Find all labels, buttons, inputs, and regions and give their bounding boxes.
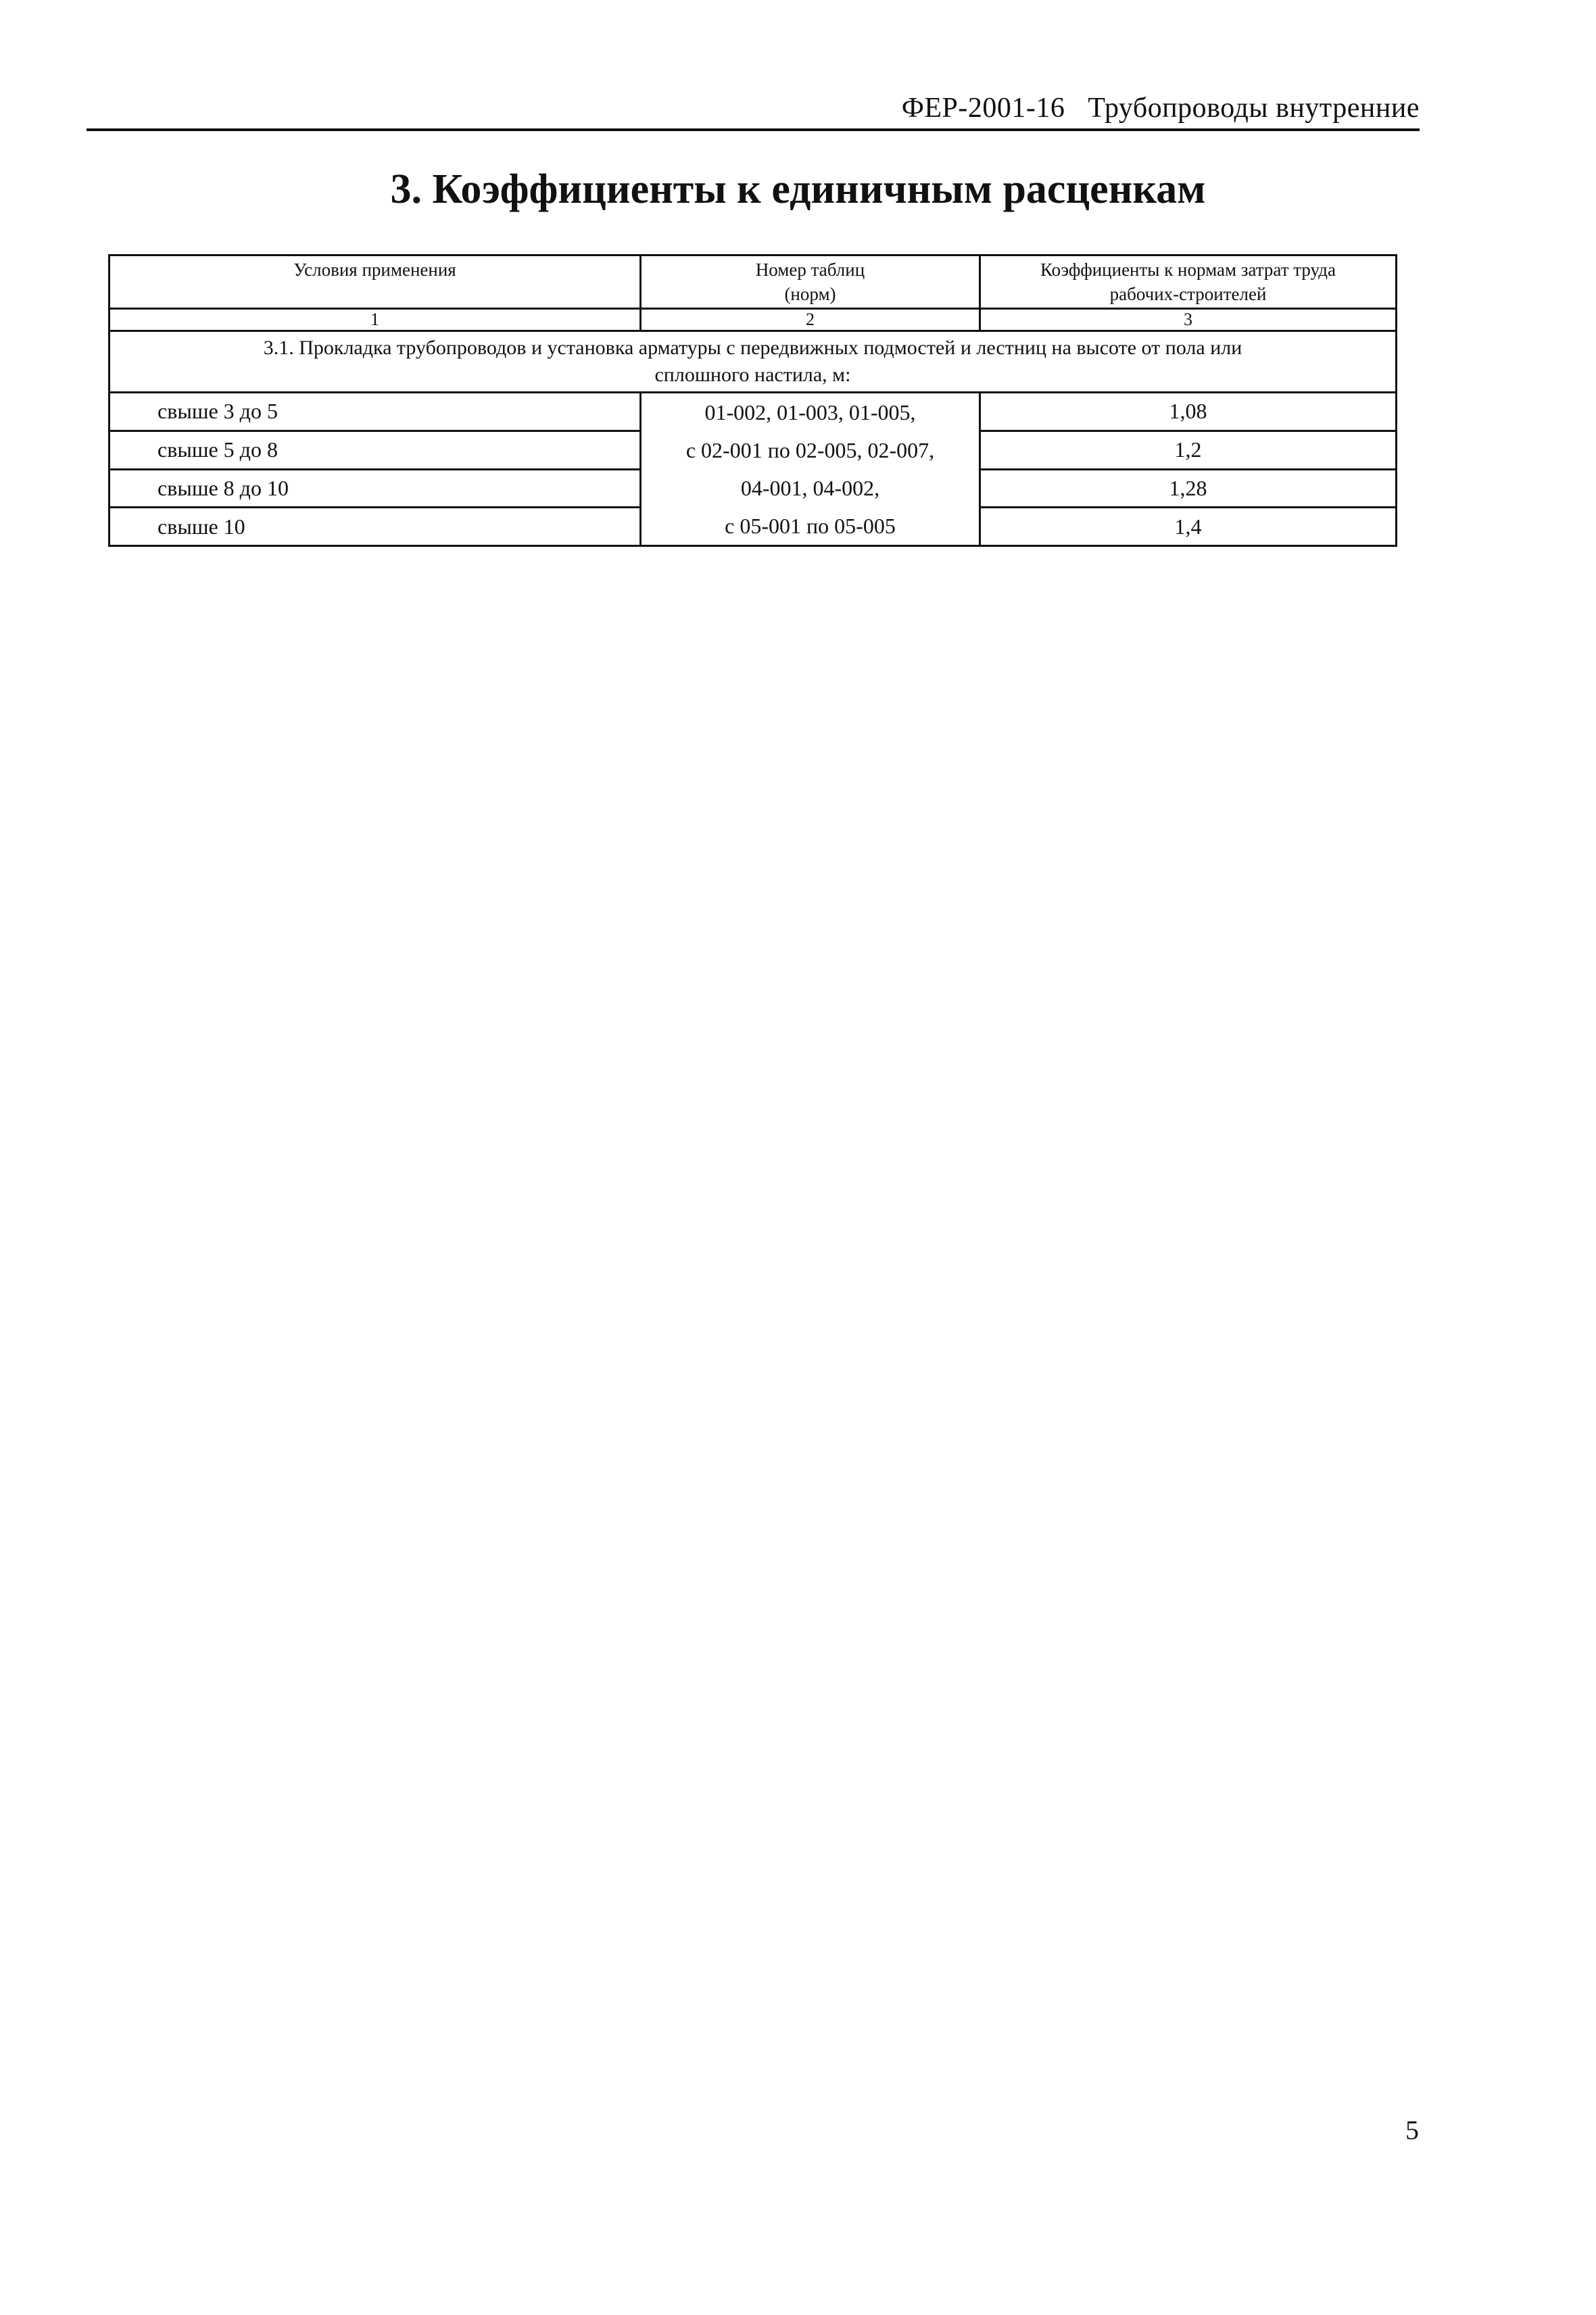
- document-code: ФЕР-2001-16: [901, 93, 1065, 124]
- table-numbers-line: с 02-001 по 02-005, 02-007,: [685, 438, 935, 462]
- column-number: 3: [980, 309, 1397, 331]
- condition-cell: свыше 5 до 8: [110, 431, 641, 469]
- running-header: [87, 88, 1420, 131]
- coefficients-table: [108, 254, 1397, 547]
- table-numbers-line: 04-001, 04-002,: [740, 476, 880, 500]
- table-row: [110, 393, 1397, 431]
- coefficient-cell: 1,28: [980, 469, 1397, 508]
- section-heading: 3.1. Прокладка трубопроводов и установка арматуры с передвижных подмостей и лестниц на высоте от пола или сплошного настила, м:: [110, 331, 1397, 393]
- condition-cell: свыше 3 до 5: [110, 393, 641, 431]
- table-header-row: [110, 255, 1397, 309]
- coefficient-cell: 1,08: [980, 393, 1397, 431]
- condition-cell: свыше 10: [110, 508, 641, 546]
- column-numbers-row: [110, 309, 1397, 331]
- page-title: 3. Коэффициенты к единичным расценкам: [390, 166, 1206, 212]
- coefficient-cell: 1,4: [980, 508, 1397, 546]
- header-conditions: Условия применения: [110, 255, 641, 309]
- condition-cell: свыше 8 до 10: [110, 469, 641, 508]
- table-numbers-line: с 05-001 по 05-005: [725, 514, 896, 538]
- coefficient-cell: 1,2: [980, 431, 1397, 469]
- column-number: 1: [110, 309, 641, 331]
- table-numbers-cell: [641, 393, 980, 546]
- document-section-title: Трубопроводы внутренние: [1088, 93, 1420, 124]
- header-coefficients: Коэффициенты к нормам затрат труда рабочих-строителей: [980, 255, 1397, 309]
- table-numbers-line: 01-002, 01-003, 01-005,: [704, 400, 916, 424]
- column-number: 2: [641, 309, 980, 331]
- header-table-numbers: Номер таблиц (норм): [641, 255, 980, 309]
- section-row: [110, 331, 1397, 393]
- page-number: 5: [1405, 2115, 1419, 2145]
